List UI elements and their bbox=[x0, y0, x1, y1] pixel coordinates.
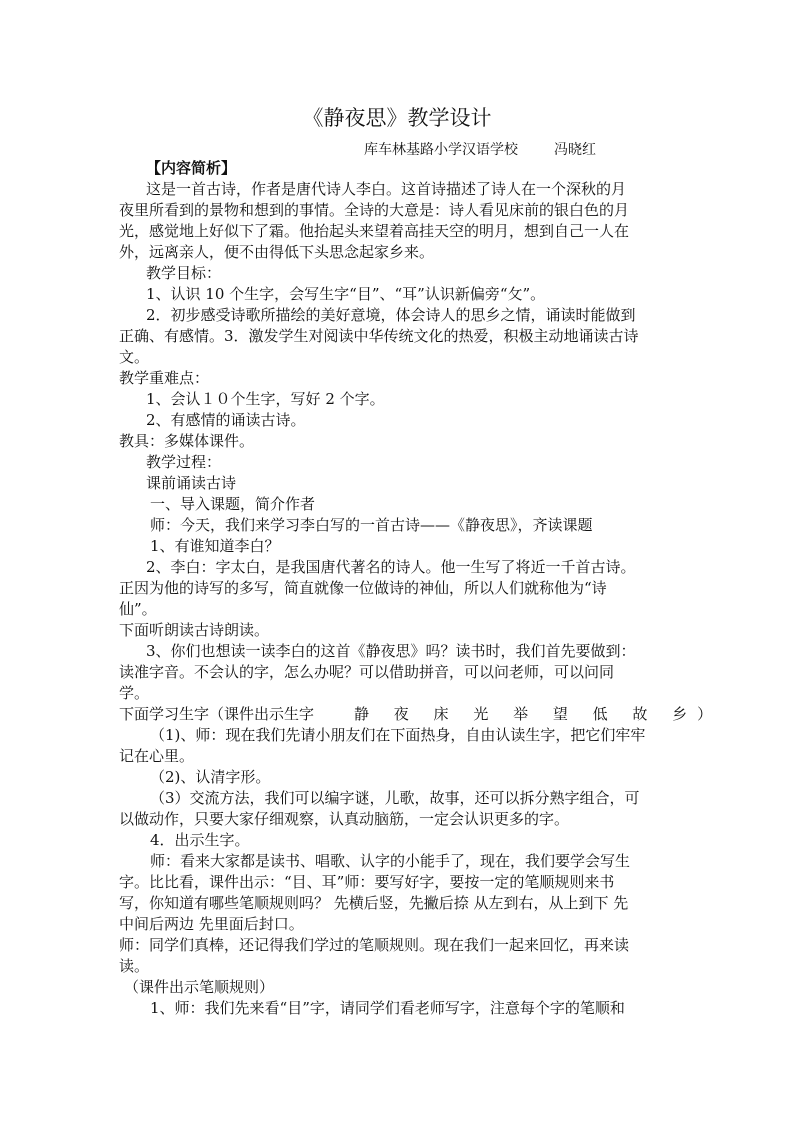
paragraph-line: 1、会认１０个生字，写好 2 个字。 bbox=[146, 390, 385, 408]
paragraph-line: 教学重难点： bbox=[119, 369, 210, 387]
paragraph-line: 教学过程： bbox=[146, 453, 222, 471]
paragraph-line: 2、李白：字太白，是我国唐代著名的诗人。他一生写了将近一千首古诗。 bbox=[146, 558, 636, 576]
paragraph-line: 1、有谁知道李白？ bbox=[150, 537, 280, 555]
document-title: 《静夜思》教学设计 bbox=[302, 106, 492, 130]
section-heading: 【内容简析】 bbox=[146, 159, 237, 177]
paragraph-line: 外，远离亲人，便不由得低下头思念起家乡来。 bbox=[119, 243, 435, 261]
paragraph-line: 1、师：我们先来看“目”字，请同学们看老师写字，注意每个字的笔顺和 bbox=[150, 999, 625, 1017]
paragraph-line: 读。 bbox=[119, 957, 150, 975]
paragraph-line: 光，感觉地上好似下了霜。他抬起头来望着高挂天空的明月，想到自己一人在 bbox=[119, 222, 630, 240]
paragraph-line: 以做动作，只要大家仔细观察，认真动脑筋，一定会认识更多的字。 bbox=[119, 810, 570, 828]
paragraph-line: 字。比比看，课件出示：“目、耳”师：要写好字，要按一定的笔顺规则来书 bbox=[119, 873, 615, 891]
paragraph-line: 课前诵读古诗 bbox=[146, 474, 237, 492]
paragraph-line: 1、认识 10 个生字，会写生字“目”、“耳”认识新偏旁“攵”。 bbox=[146, 285, 546, 303]
paragraph-line: 师：今天，我们来学习李白写的一首古诗——《静夜思》，齐读课题 bbox=[150, 516, 593, 534]
paragraph-line: 仙”。 bbox=[119, 600, 157, 618]
paragraph-line bbox=[119, 704, 723, 725]
paragraph-line: 教具：多媒体课件。 bbox=[119, 432, 255, 450]
paragraph-line: 师：看来大家都是读书、唱歌、认字的小能手了，现在，我们要学会写生 bbox=[150, 852, 631, 870]
paragraph-line: 正确、有感情。3．激发学生对阅读中华传统文化的热爱，积极主动地诵读古诗 bbox=[119, 327, 639, 345]
author-name: 冯晓红 bbox=[554, 142, 596, 158]
paragraph-line: 记在心里。 bbox=[119, 747, 195, 765]
paragraph-line: 读准字音。不会认的字，怎么办呢？可以借助拼音，可以问老师，可以问同 bbox=[119, 663, 615, 681]
paragraph-line: 3、你们也想读一读李白的这首《静夜思》吗？读书时，我们首先要做到： bbox=[146, 642, 636, 660]
paragraph-line: 教学目标： bbox=[146, 264, 222, 282]
paragraph-line: 正因为他的诗写的多写，简直就像一位做诗的神仙，所以人们就称他为“诗 bbox=[119, 579, 607, 597]
paragraph-line: 2．初步感受诗歌所描绘的美好意境，体会诗人的思乡之情，诵读时能做到 bbox=[146, 306, 636, 324]
vocab-list: 静 夜 床 光 举 望 低 故 乡） bbox=[354, 705, 723, 723]
paragraph-line: （1)、师：现在我们先请小朋友们在下面热身，自由认读生字，把它们牢牢 bbox=[150, 726, 646, 744]
paragraph-line: 学。 bbox=[119, 684, 150, 702]
school-name: 库车林基路小学汉语学校 bbox=[364, 142, 518, 158]
paragraph-line: 下面听朗读古诗朗读。 bbox=[119, 621, 270, 639]
paragraph-line: 写，你知道有哪些笔顺规则吗？ 先横后竖，先撇后捺 从左到右，从上到下 先 bbox=[119, 894, 629, 912]
paragraph-line: 一、导入课题，简介作者 bbox=[150, 495, 316, 513]
paragraph-line: 文。 bbox=[119, 348, 150, 366]
paragraph-line: （2)、认清字形。 bbox=[150, 768, 271, 786]
paragraph-line: 4．出示生字。 bbox=[150, 831, 250, 849]
byline bbox=[364, 140, 596, 160]
paragraph-line: 中间后两边 先里面后封口。 bbox=[119, 915, 304, 933]
paragraph-line: 师：同学们真棒，还记得我们学过的笔顺规则。现在我们一起来回忆，再来读 bbox=[119, 936, 630, 954]
paragraph-line: 这是一首古诗，作者是唐代诗人李白。这首诗描述了诗人在一个深秋的月 bbox=[146, 180, 627, 198]
paragraph-line: （课件出示笔顺规则） bbox=[124, 978, 275, 996]
paragraph-line: 夜里所看到的景物和想到的事情。全诗的大意是：诗人看见床前的银白色的月 bbox=[119, 201, 630, 219]
paragraph-line: 2、有感情的诵读古诗。 bbox=[146, 411, 306, 429]
vocab-intro: 下面学习生字（课件出示生字 bbox=[119, 705, 315, 723]
paragraph-line: （3）交流方法，我们可以编字谜，儿歌，故事，还可以拆分熟字组合，可 bbox=[150, 789, 640, 807]
